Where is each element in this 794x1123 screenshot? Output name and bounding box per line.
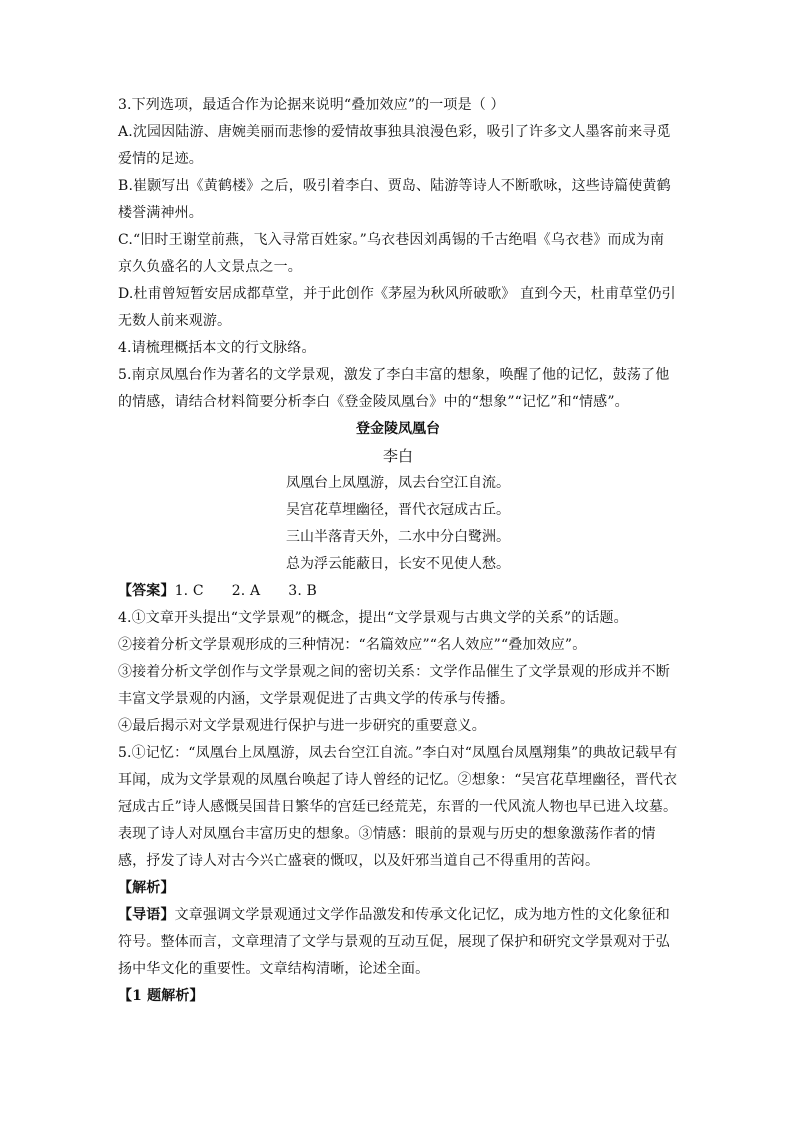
poem-line: 吴宫花草埋幽径，晋代衣冠成古丘。: [286, 502, 510, 518]
question-3-option-b: B.崔颢写出《黄鹤楼》之后，吸引着李白、贾岛、陆游等诗人不断歌咏，这些诗篇使黄鹤楼誉满神州。: [118, 178, 671, 221]
question-3-option-d: D.杜甫曾短暂安居成都草堂，并于此创作《茅屋为秋风所破歌》 直到今天，杜甫草堂仍引无数人前来观游。: [118, 286, 676, 329]
answer-5: 5.①记忆：“凤凰台上凤凰游，凤去台空江自流。”李白对“凤凰台凤凰翔集”的典故记载早有耳闻，成为文学景观的凤凰台唤起了诗人曾经的记忆。②想象：“吴宫花草埋幽径，晋代衣冠成古丘”诗人感慨吴国昔日繁华的宫廷已经荒芜，东晋的一代风流人物也早已进入坟墓。表现了诗人对凤凰台丰富历史的想象。③情感：眼前的景观与历史的想象激荡作者的情感，抒发了诗人对古今兴亡盛衰的慨叹，以及奸邪当道自己不得重用的苦闷。: [118, 745, 678, 869]
question-4-stem: 4.请梳理概括本文的行文脉络。: [118, 340, 316, 356]
q1-analysis-label: 【1 题解析】: [118, 988, 204, 1004]
poem-title: 登金陵凤凰台: [356, 421, 440, 437]
answer-4-part-2: ②接着分析文学景观形成的三种情况：“名篇效应”“名人效应”“叠加效应”。: [118, 637, 587, 653]
poem-line: 总为浮云能蔽日，长安不见使人愁。: [286, 556, 510, 572]
guide-paragraph: [118, 902, 678, 983]
answer-1: 1. C: [174, 583, 204, 599]
poem-author: 李白: [382, 447, 413, 465]
guide-label: 【导语】: [118, 907, 175, 923]
answer-4-part-4: ④最后揭示对文学景观进行保护与进一步研究的重要意义。: [118, 718, 486, 734]
answer-3: 3. B: [288, 583, 317, 599]
question-3-option-c: C.“旧时王谢堂前燕，飞入寻常百姓家。”乌衣巷因刘禹锡的千古绝唱《乌衣巷》而成为南京久负盛名的人文景点之一。: [118, 232, 665, 275]
answer-line-1-3: [118, 578, 678, 605]
analysis-label: 【解析】: [118, 880, 175, 896]
question-3-option-a: A.沈园因陆游、唐婉美丽而悲惨的爱情故事独具浪漫色彩，吸引了许多文人墨客前来寻觅爱情的足迹。: [118, 124, 671, 167]
poem-line: 三山半落青天外，二水中分白鹭洲。: [286, 529, 510, 545]
answer-4-part-3: ③接着分析文学创作与文学景观之间的密切关系：文学作品催生了文学景观的形成并不断丰富文学景观的内涵，文学景观促进了古典文学的传承与传播。: [118, 664, 670, 707]
question-3-stem: 3.下列选项，最适合作为论据来说明“叠加效应”的一项是（ ）: [118, 97, 505, 113]
document-page: [118, 92, 678, 1010]
answer-4-part-1: 4.①文章开头提出“文学景观”的概念，提出“文学景观与古典文学的关系”的话题。: [118, 610, 628, 626]
answer-label: 【答案】: [118, 583, 175, 599]
guide-text: 文章强调文学景观通过文学作品激发和传承文化记忆，成为地方性的文化象征和符号。整体而言，文章理清了文学与景观的互动互促，展现了保护和研究文学景观对于弘扬中华文化的重要性。文章结构清晰，论述全面。: [118, 907, 670, 977]
answer-2: 2. A: [231, 583, 261, 599]
question-5-stem: 5.南京凤凰台作为著名的文学景观，激发了李白丰富的想象，唤醒了他的记忆，鼓荡了他的情感，请结合材料简要分析李白《登金陵凤凰台》中的“想象”“记忆”和“情感”。: [118, 367, 670, 410]
poem-line: 凤凰台上凤凰游，凤去台空江自流。: [286, 475, 510, 491]
